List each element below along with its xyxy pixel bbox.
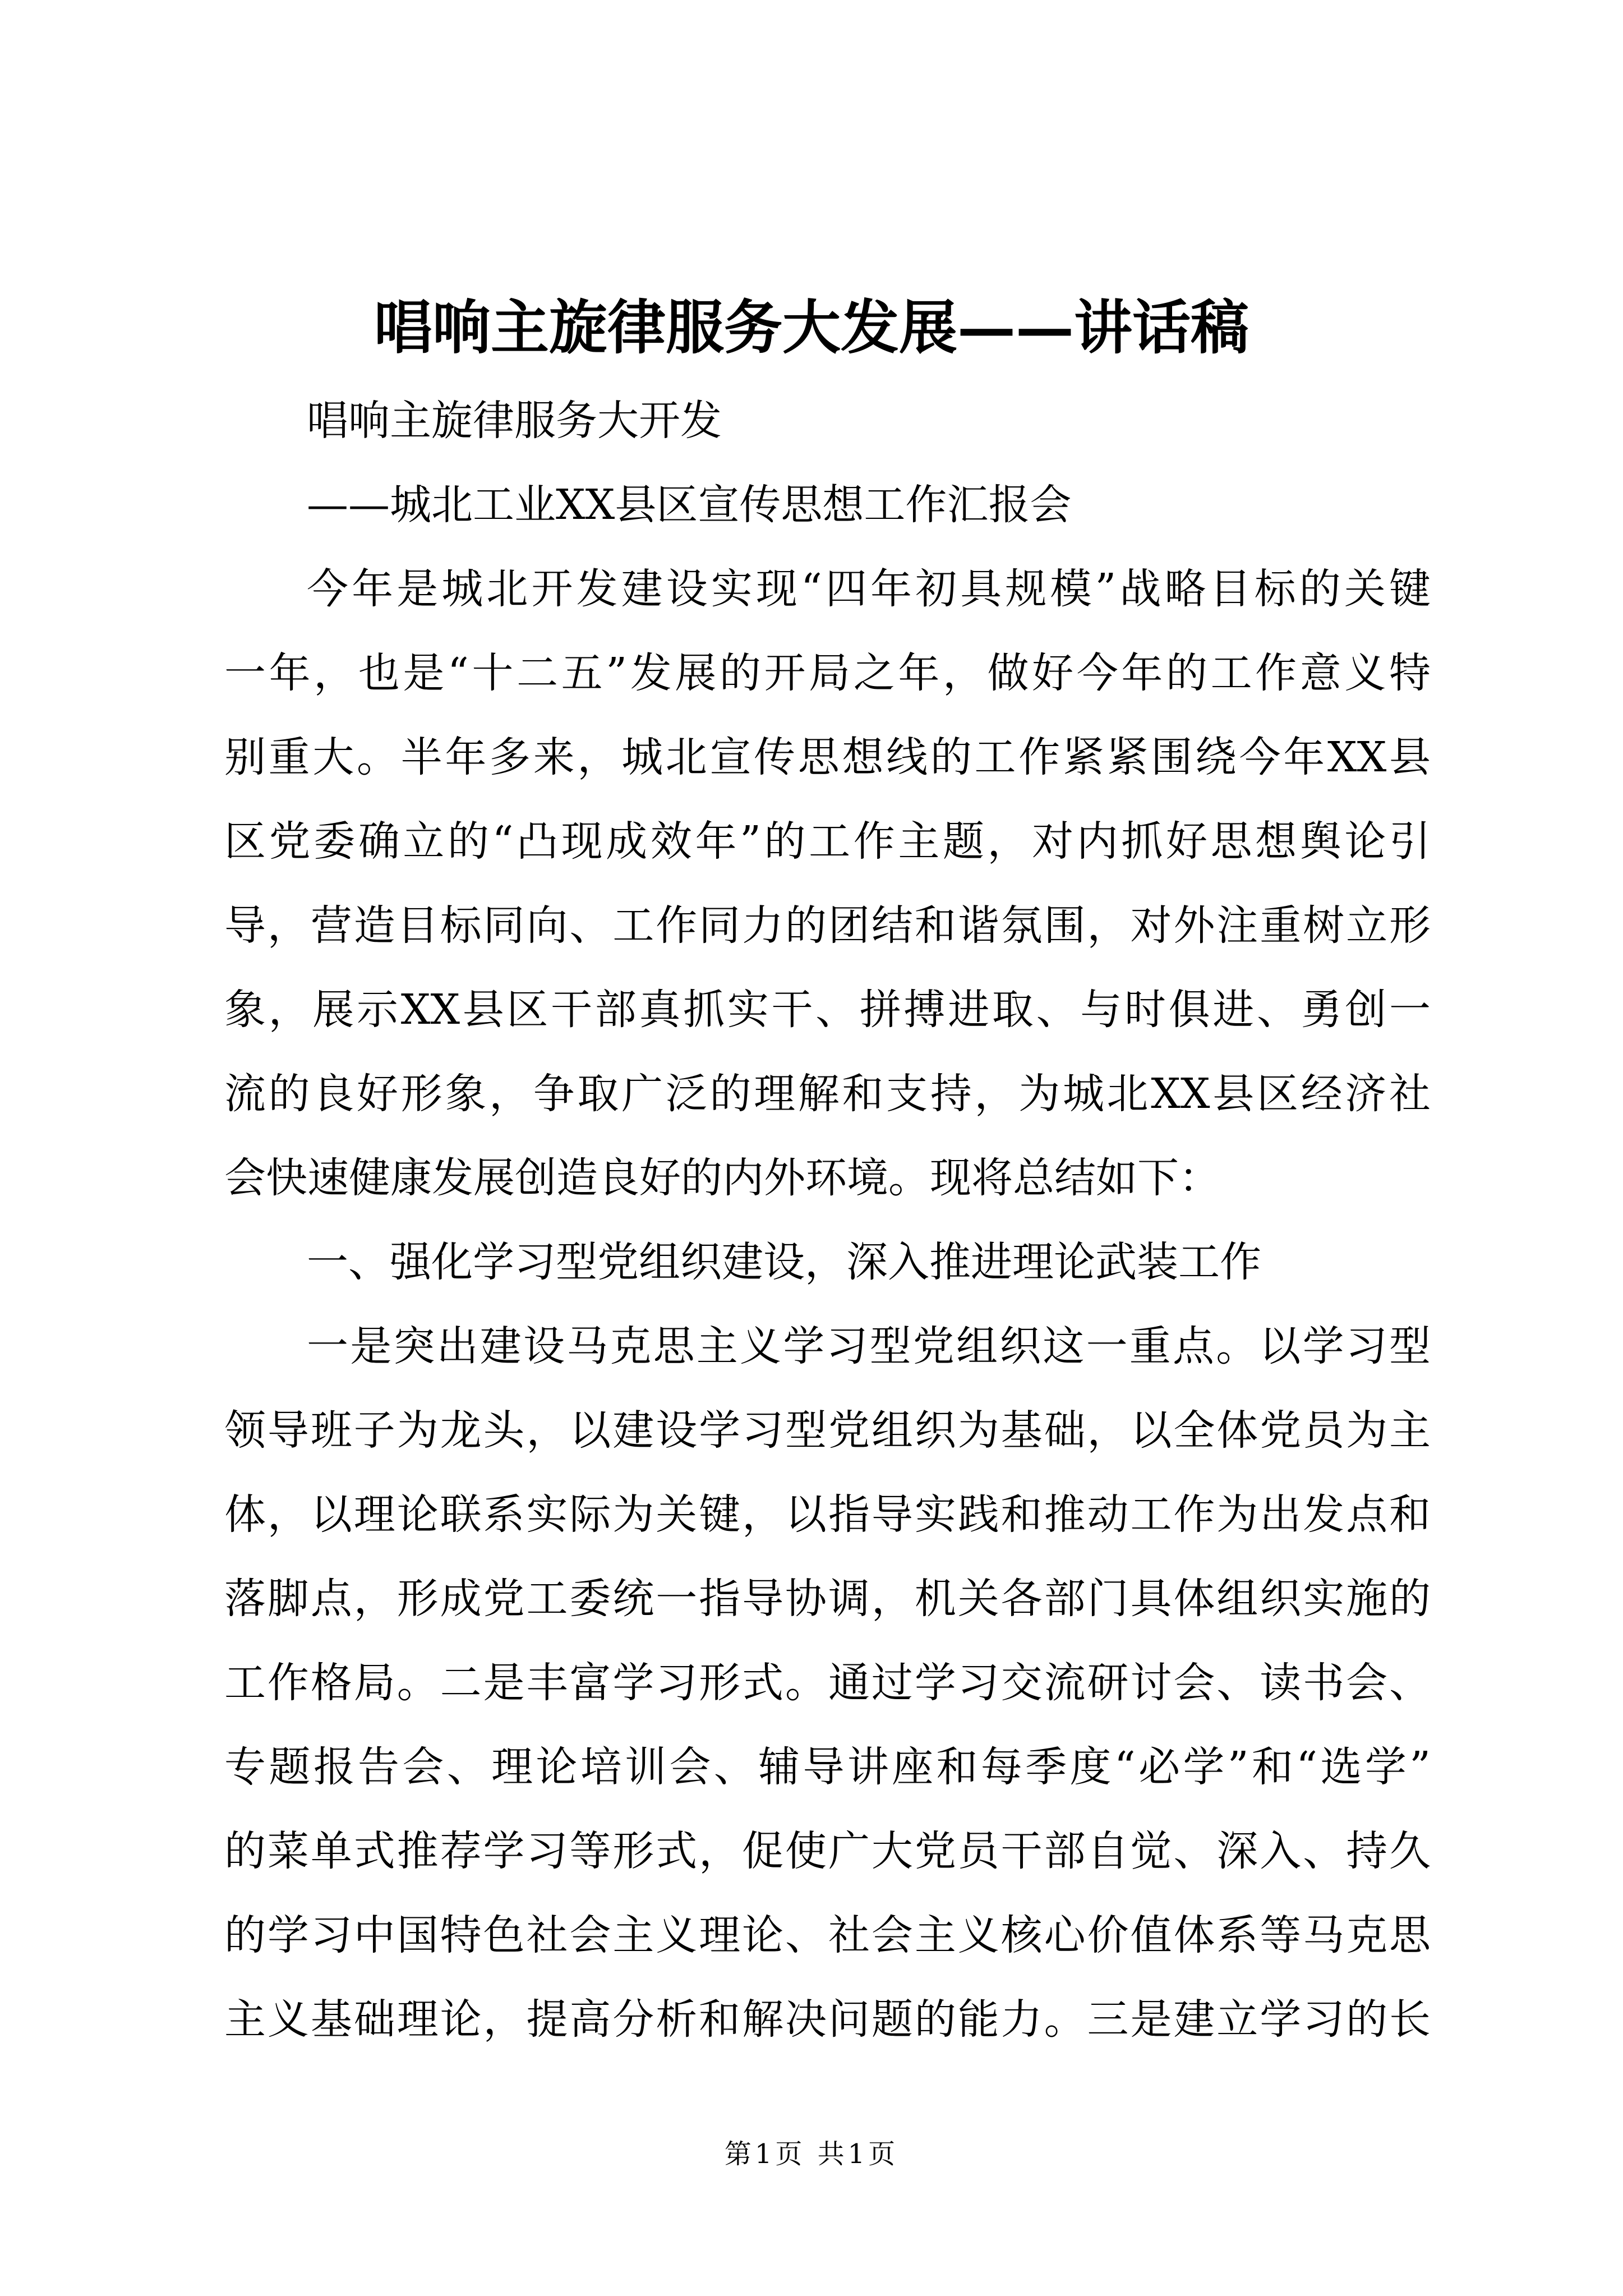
text-line: 的菜单式推荐学习等形式，促使广大党员干部自觉、深入、持久	[224, 1827, 1431, 1875]
text-line: 领导班子为龙头，以建设学习型党组织为基础，以全体党员为主	[224, 1406, 1431, 1455]
text-line: 别重大。半年多来，城北宣传思想线的工作紧紧围绕今年XX县	[224, 733, 1431, 781]
section-heading-line: 一、强化学习型党组织建设，深入推进理论武装工作	[307, 1238, 1261, 1286]
text-line: 区党委确立的“凸现成效年”的工作主题，对内抓好思想舆论引	[224, 817, 1431, 866]
subtitle-line: 唱响主旋律服务大开发	[307, 397, 722, 445]
text-line: 落脚点，形成党工委统一指导协调，机关各部门具体组织实施的	[224, 1575, 1431, 1623]
document-body	[224, 379, 1431, 2062]
text-line: 今年是城北开发建设实现“四年初具规模”战略目标的关键	[307, 565, 1431, 613]
text-line: 主义基础理论，提高分析和解决问题的能力。三是建立学习的长	[224, 1995, 1431, 2044]
text-line: 的学习中国特色社会主义理论、社会主义核心价值体系等马克思	[224, 1911, 1431, 1959]
document-title: 唱响主旋律服务大发展——讲话稿	[374, 293, 1249, 362]
text-line: 专题报告会、理论培训会、辅导讲座和每季度“必学”和“选学”	[224, 1743, 1431, 1791]
text-line: 体，以理论联系实际为关键，以指导实践和推动工作为出发点和	[224, 1490, 1431, 1539]
text-line: 导，营造目标同向、工作同力的团结和谐氛围，对外注重树立形	[224, 901, 1431, 950]
text-line: 一是突出建设马克思主义学习型党组织这一重点。以学习型	[307, 1322, 1431, 1370]
text-line: 象，展示XX县区干部真抓实干、拼搏进取、与时俱进、勇创一	[224, 986, 1431, 1034]
section-heading-paragraph	[224, 1220, 1431, 1304]
section-body-paragraph	[224, 1304, 1431, 2062]
subtitle-paragraph	[224, 379, 1431, 463]
text-line: 会快速健康发展创造良好的内外环境。现将总结如下：	[224, 1154, 1220, 1202]
text-line: 流的良好形象，争取广泛的理解和支持，为城北XX县区经济社	[224, 1070, 1431, 1118]
subheading-paragraph	[224, 463, 1431, 547]
page-footer: 第1页 共1页	[724, 2138, 899, 2170]
subheading-line: ——城北工业XX县区宣传思想工作汇报会	[307, 481, 1072, 529]
text-line: 工作格局。二是丰富学习形式。通过学习交流研讨会、读书会、	[224, 1659, 1431, 1707]
text-line: 一年，也是“十二五”发展的开局之年，做好今年的工作意义特	[224, 649, 1431, 697]
intro-paragraph	[224, 547, 1431, 1220]
